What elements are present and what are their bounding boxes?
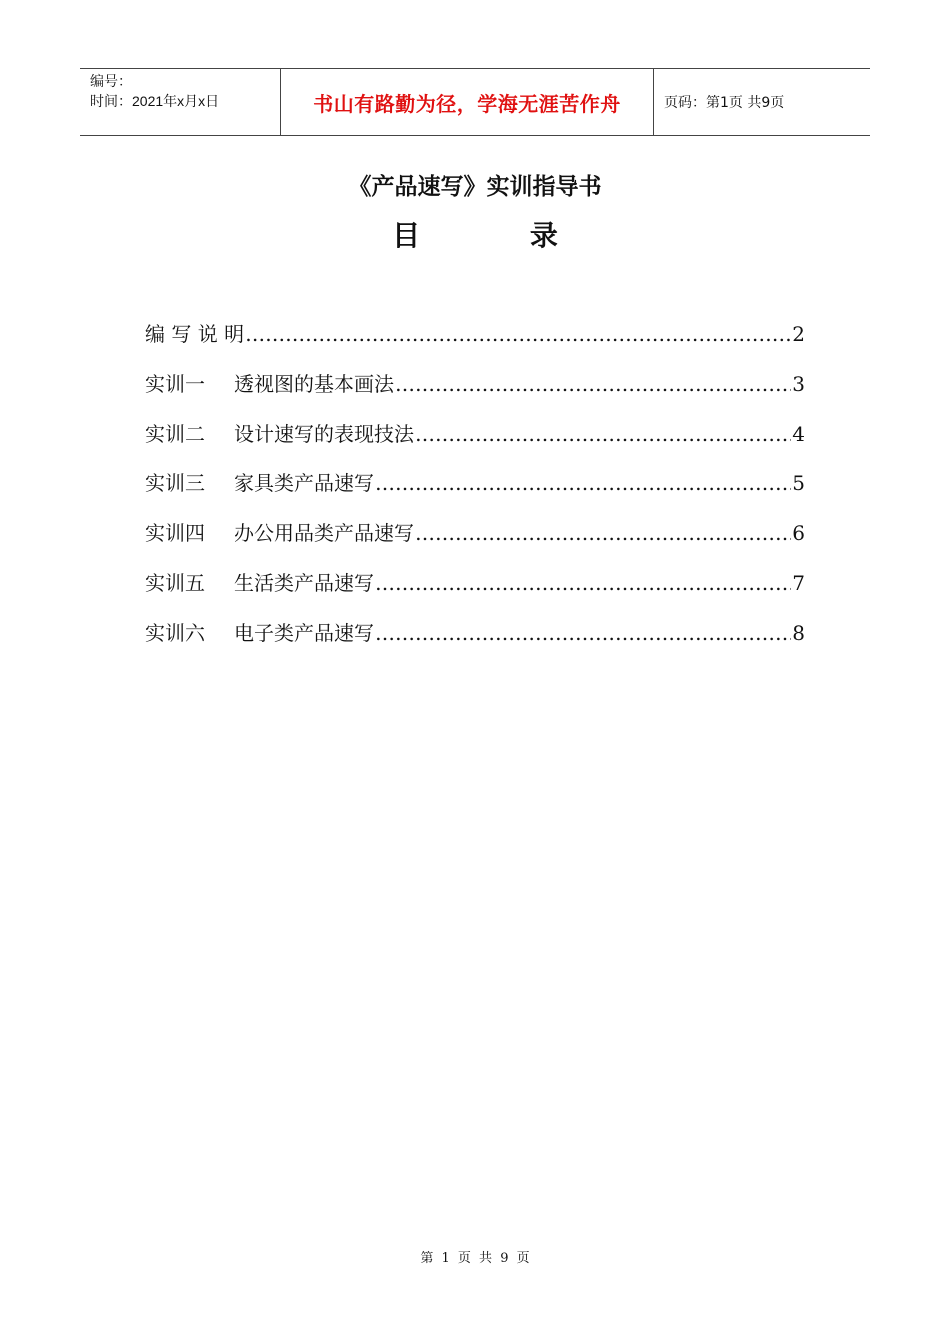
toc-entry-label bbox=[145, 617, 374, 646]
page-info: 页码：第1页 共9页 bbox=[664, 95, 785, 111]
toc-leader-dots bbox=[415, 422, 791, 446]
toc-entry-number: 实训四 bbox=[145, 521, 205, 546]
toc-entry-number: 实训三 bbox=[145, 471, 205, 496]
toc-entry-label bbox=[145, 517, 414, 546]
toc-entry-label bbox=[145, 368, 394, 397]
toc-entry-title: 设计速写的表现技法 bbox=[234, 421, 414, 446]
time-label: 时间：2021年x月x日 bbox=[90, 93, 220, 109]
toc-entry-number: 实训六 bbox=[145, 620, 205, 645]
toc-page-number: 7 bbox=[792, 570, 805, 595]
toc-leader-dots bbox=[375, 471, 791, 495]
table-of-contents bbox=[145, 318, 805, 667]
toc-entry-title: 电子类产品速写 bbox=[234, 620, 374, 645]
header-meta-cell bbox=[80, 69, 281, 135]
toc-entry-number: 编 写 说 明 bbox=[145, 322, 245, 346]
toc-entry-label bbox=[145, 418, 414, 447]
toc-entry[interactable] bbox=[145, 318, 805, 368]
toc-entry-title: 家具类产品速写 bbox=[234, 471, 374, 496]
toc-page-number: 4 bbox=[792, 421, 805, 446]
toc-entry[interactable] bbox=[145, 368, 805, 418]
toc-leader-dots bbox=[375, 621, 791, 645]
toc-page-number: 6 bbox=[792, 521, 805, 546]
toc-page-number: 8 bbox=[792, 620, 805, 645]
number-label: 编号： bbox=[90, 73, 132, 89]
toc-leader-dots bbox=[395, 372, 791, 396]
toc-entry[interactable] bbox=[145, 617, 805, 667]
page-footer: 第 1 页 共 9 页 bbox=[420, 1251, 530, 1266]
toc-entry-title: 办公用品类产品速写 bbox=[234, 521, 414, 546]
toc-leader-dots bbox=[245, 322, 791, 346]
toc-page-number: 3 bbox=[792, 371, 805, 396]
toc-entry-label bbox=[145, 567, 374, 596]
document-header bbox=[80, 68, 870, 136]
toc-entry[interactable] bbox=[145, 567, 805, 617]
toc-entry-number: 实训二 bbox=[145, 421, 205, 446]
toc-entry[interactable] bbox=[145, 467, 805, 517]
toc-entry-number: 实训五 bbox=[145, 570, 205, 595]
toc-entry-title: 生活类产品速写 bbox=[234, 570, 374, 595]
header-motto-cell bbox=[281, 69, 654, 135]
header-page-cell bbox=[654, 69, 870, 135]
toc-leader-dots bbox=[375, 571, 791, 595]
toc-entry-label bbox=[145, 318, 244, 347]
toc-page-number: 5 bbox=[792, 471, 805, 496]
toc-entry-title: 透视图的基本画法 bbox=[234, 371, 394, 396]
toc-entry[interactable] bbox=[145, 517, 805, 567]
toc-heading: 目 录 bbox=[392, 219, 608, 252]
toc-entry-label bbox=[145, 467, 374, 496]
motto-text: 书山有路勤为径，学海无涯苦作舟 bbox=[313, 91, 621, 116]
toc-leader-dots bbox=[415, 521, 791, 545]
toc-entry-number: 实训一 bbox=[145, 371, 205, 396]
document-title: 《产品速写》实训指导书 bbox=[348, 174, 602, 200]
toc-page-number: 2 bbox=[792, 322, 805, 346]
toc-entry[interactable] bbox=[145, 418, 805, 468]
